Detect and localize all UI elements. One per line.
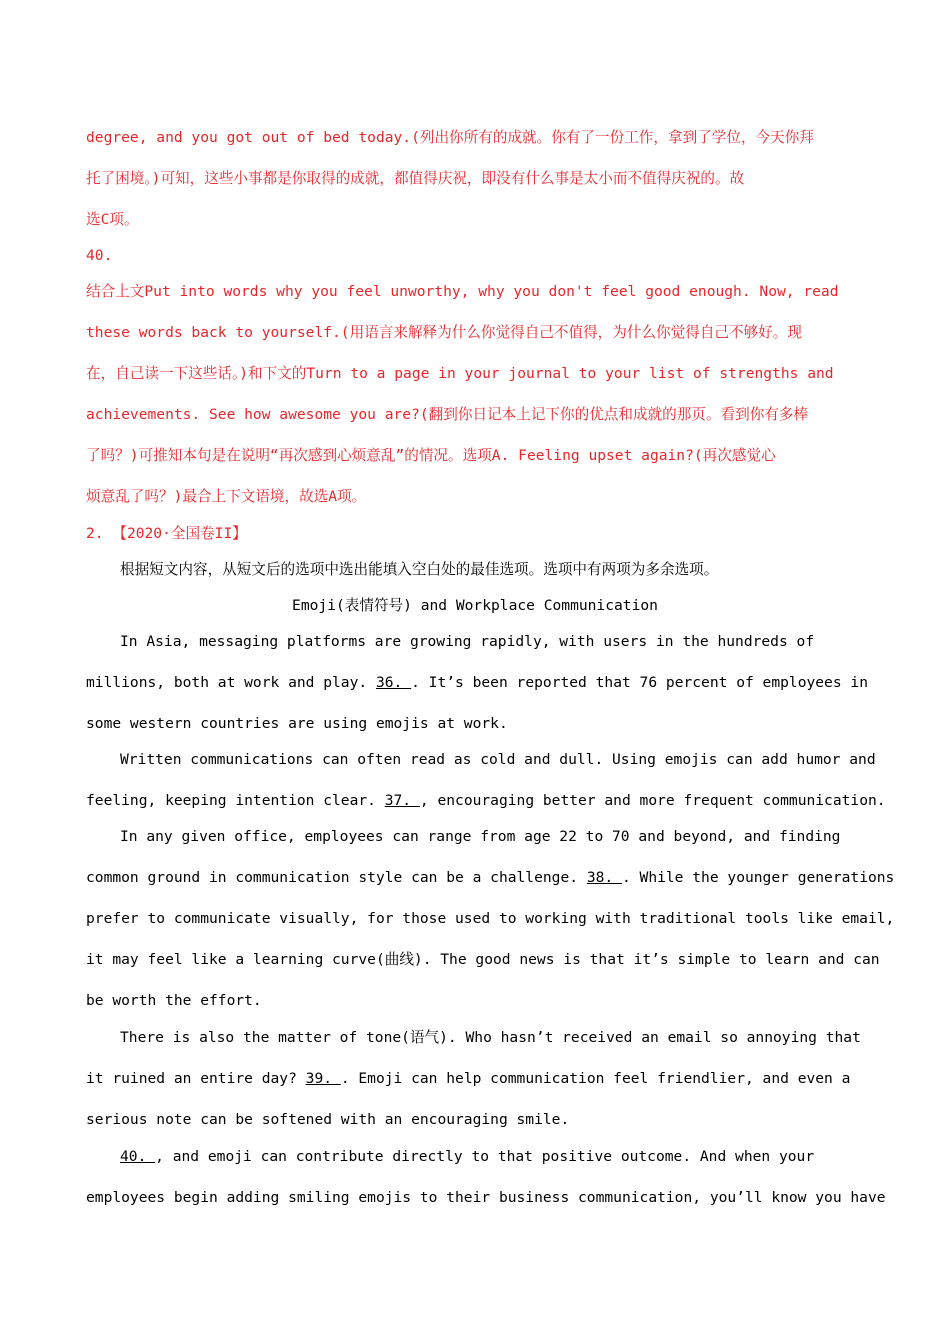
passage-p1-line-2 (86, 673, 868, 693)
passage-p4-line-2 (86, 1069, 850, 1089)
item-40-line-1: 结合上文Put into words why you feel unworthy, why you don't feel good enough. Now, read (86, 283, 839, 300)
passage-text: feeling, keeping intention clear. (86, 792, 385, 809)
item-40-line-6: 烦意乱了吗？)最合上下文语境，故选A项。 (86, 488, 367, 505)
passage-p2-line-2 (86, 791, 886, 811)
passage-title: Emoji(表情符号) and Workplace Communication (292, 597, 658, 614)
item-40-line-2: these words back to yourself.(用语言来解释为什么你觉得自己不值得，为什么你觉得自己不够好。现 (86, 324, 802, 341)
explanation-39-line-3: 选C项。 (86, 211, 139, 228)
passage-p4-line-1: There is also the matter of tone(语气). Who hasn’t received an email so annoying that (120, 1029, 861, 1046)
passage-text: it ruined an entire day? (86, 1070, 306, 1087)
passage-text: . Emoji can help communication feel friendlier, and even a (340, 1070, 851, 1087)
passage-p3-line-5: be worth the effort. (86, 992, 262, 1009)
passage-p1-line-1: In Asia, messaging platforms are growing rapidly, with users in the hundreds of (120, 633, 815, 650)
item-40-line-3: 在，自己读一下这些话。)和下文的Turn to a page in your journal to your list of strengths and (86, 365, 834, 382)
passage-p3-line-4: it may feel like a learning curve(曲线). The good news is that it’s simple to learn and can (86, 951, 880, 968)
blank-39: 39. (305, 1070, 341, 1087)
blank-40: 40. (120, 1148, 156, 1165)
item-40-line-4: achievements. See how awesome you are?(翻到你日记本上记下你的优点和成就的那页。看到你有多棒 (86, 406, 809, 423)
blank-36: 36. (375, 674, 412, 691)
passage-p2-line-1: Written communications can often read as cold and dull. Using emojis can add humor and (120, 751, 876, 768)
question-2-heading: 2. 【2020·全国卷II】 (86, 525, 247, 542)
passage-p5-line-1 (120, 1147, 814, 1167)
passage-p1-line-3: some western countries are using emojis at work. (86, 715, 508, 732)
passage-text: , encouraging better and more frequent communication. (419, 792, 886, 809)
item-40-line-5: 了吗？)可推知本句是在说明“再次感到心烦意乱”的情况。选项A. Feeling upset again?(再次感觉心 (86, 447, 776, 464)
passage-p5-line-2: employees begin adding smiling emojis to their business communication, you’ll know you have (86, 1189, 886, 1206)
passage-p3-line-3: prefer to communicate visually, for those used to working with traditional tools like email, (86, 910, 895, 927)
question-2-instruction: 根据短文内容，从短文后的选项中选出能填入空白处的最佳选项。选项中有两项为多余选项。 (120, 561, 719, 578)
passage-text: millions, both at work and play. (86, 674, 376, 691)
explanation-39-line-1: degree, and you got out of bed today.(列出你所有的成就。你有了一份工作，拿到了学位，今天你拜 (86, 129, 814, 146)
passage-p3-line-1: In any given office, employees can range from age 22 to 70 and beyond, and finding (120, 828, 841, 845)
item-40-number: 40. (86, 247, 113, 264)
passage-text: common ground in communication style can be a challenge. (86, 869, 587, 886)
passage-p4-line-3: serious note can be softened with an encouraging smile. (86, 1111, 570, 1128)
explanation-39-line-2: 托了困境。)可知，这些小事都是你取得的成就，都值得庆祝，即没有什么事是太小而不值得庆祝的。故 (86, 170, 745, 187)
passage-text: . It’s been reported that 76 percent of employees in (411, 674, 868, 691)
passage-text: . While the younger generations (621, 869, 895, 886)
blank-37: 37. (384, 792, 420, 809)
passage-p3-line-2 (86, 868, 894, 888)
passage-text: , and emoji can contribute directly to that positive outcome. And when your (155, 1148, 815, 1165)
blank-38: 38. (586, 869, 622, 886)
